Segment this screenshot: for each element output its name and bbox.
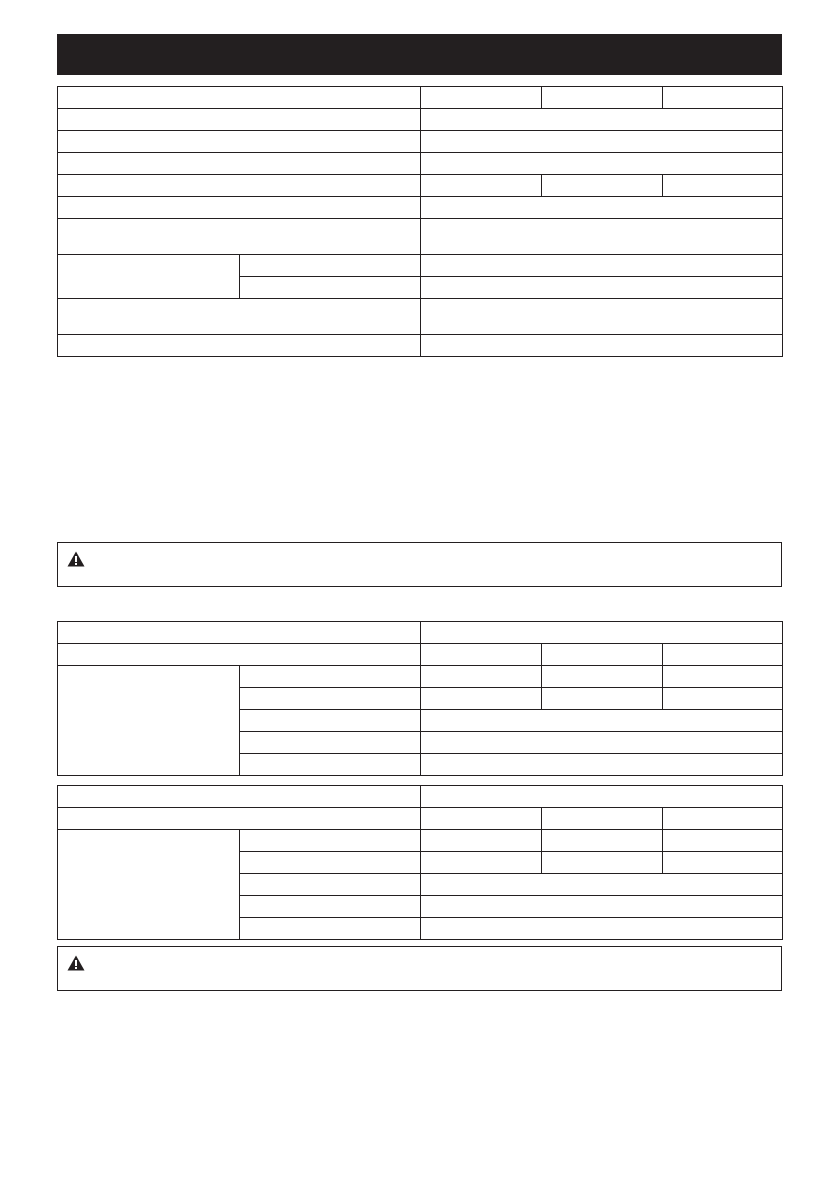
table-row: [58, 109, 783, 131]
table-row: [58, 197, 783, 219]
table-row: [58, 299, 783, 335]
table-cell: [663, 644, 783, 666]
table-cell: [421, 131, 783, 153]
table-cell: [421, 197, 783, 219]
table-cell: [58, 255, 240, 299]
table-cell: [58, 175, 421, 197]
table-cell: [421, 896, 783, 918]
table-cell: [58, 131, 421, 153]
table-cell: [421, 710, 783, 732]
table-cell: [421, 299, 783, 335]
table-row: [58, 644, 783, 666]
table-cell: [542, 175, 663, 197]
table-cell: [542, 666, 663, 688]
table-cell: [240, 830, 421, 852]
table-cell: [421, 644, 542, 666]
table-cell: [421, 688, 542, 710]
table-cell: [58, 830, 240, 940]
warning-box: [57, 946, 782, 991]
table-cell: [240, 732, 421, 754]
table-cell: [421, 808, 542, 830]
specification-table: [57, 86, 783, 357]
warning-triangle-icon: [67, 955, 85, 971]
noise-table: [57, 621, 783, 776]
table-cell: [542, 808, 663, 830]
table-cell: [421, 153, 783, 175]
table-row: [58, 786, 783, 808]
table-row: [58, 175, 783, 197]
table-row: [58, 830, 783, 852]
table-cell: [663, 852, 783, 874]
table-cell: [421, 874, 783, 896]
table-cell: [58, 299, 421, 335]
table-cell: [421, 109, 783, 131]
table-cell: [421, 219, 783, 255]
table-cell: [58, 622, 421, 644]
table-cell: [58, 153, 421, 175]
table-row: [58, 255, 783, 277]
table-cell: [421, 175, 542, 197]
table-cell: [58, 219, 421, 255]
table-cell: [663, 830, 783, 852]
table-row: [58, 808, 783, 830]
table-row: [58, 666, 783, 688]
table-cell: [240, 874, 421, 896]
table-row: [58, 219, 783, 255]
table-cell: [240, 277, 421, 299]
table-cell: [240, 918, 421, 940]
table-cell: [240, 754, 421, 776]
table-cell: [240, 688, 421, 710]
table-cell: [240, 255, 421, 277]
table-row: [58, 622, 783, 644]
warning-triangle-icon: [67, 551, 85, 567]
table-cell: [421, 754, 783, 776]
table-cell: [58, 109, 421, 131]
table-cell: [542, 87, 663, 109]
table-cell: [58, 197, 421, 219]
table-cell: [240, 666, 421, 688]
table-cell: [58, 786, 421, 808]
warning-box: [57, 542, 782, 587]
table-cell: [240, 710, 421, 732]
table-cell: [421, 255, 783, 277]
table-cell: [421, 830, 542, 852]
table-cell: [240, 896, 421, 918]
table-cell: [240, 852, 421, 874]
table-cell: [663, 808, 783, 830]
table-cell: [58, 666, 240, 776]
table-cell: [542, 644, 663, 666]
vibration-table: [57, 785, 783, 940]
table-cell: [58, 335, 421, 357]
table-cell: [663, 688, 783, 710]
table-cell: [542, 688, 663, 710]
table-row: [58, 87, 783, 109]
table-cell: [421, 732, 783, 754]
table-cell: [421, 622, 783, 644]
table-cell: [421, 786, 783, 808]
table-cell: [421, 852, 542, 874]
table-cell: [421, 918, 783, 940]
table-cell: [421, 87, 542, 109]
table-row: [58, 153, 783, 175]
table-cell: [58, 644, 421, 666]
table-cell: [663, 666, 783, 688]
table-row: [58, 131, 783, 153]
table-cell: [542, 852, 663, 874]
table-cell: [58, 808, 421, 830]
table-cell: [58, 87, 421, 109]
table-cell: [663, 87, 783, 109]
table-row: [58, 335, 783, 357]
table-cell: [421, 666, 542, 688]
table-cell: [421, 277, 783, 299]
table-cell: [663, 175, 783, 197]
section-header: [57, 34, 782, 75]
table-cell: [542, 830, 663, 852]
table-cell: [421, 335, 783, 357]
